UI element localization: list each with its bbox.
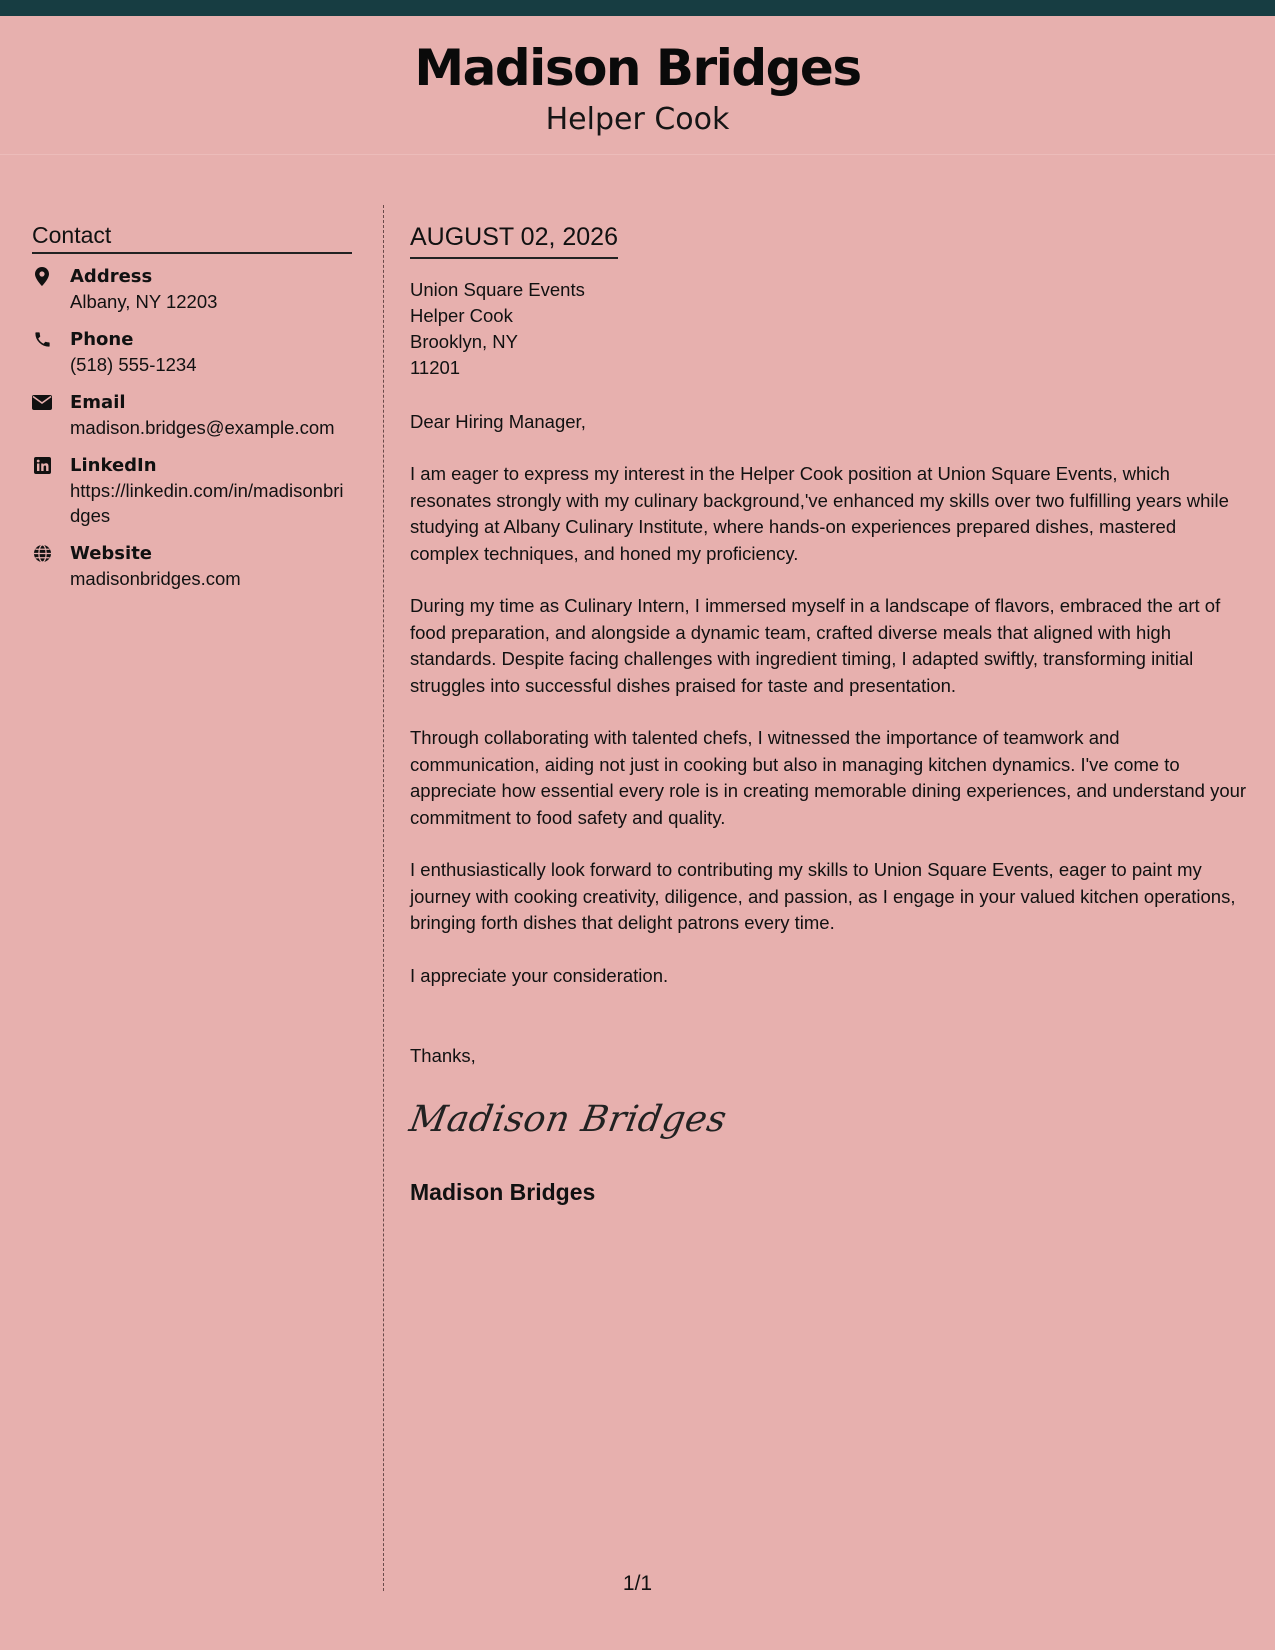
address-label: Address bbox=[70, 266, 153, 287]
top-accent-bar bbox=[0, 0, 1275, 16]
address-value: Albany, NY 12203 bbox=[70, 291, 218, 312]
recipient-position: Helper Cook bbox=[410, 305, 513, 326]
email-value: madison.bridges@example.com bbox=[70, 417, 335, 438]
phone-icon bbox=[32, 329, 52, 349]
letter-header bbox=[0, 16, 1275, 155]
email-label: Email bbox=[70, 392, 126, 413]
contact-linkedin bbox=[32, 453, 352, 528]
applicant-role: Helper Cook bbox=[545, 102, 730, 137]
signer-name: Madison Bridges bbox=[410, 1178, 596, 1205]
phone-value: (518) 555-1234 bbox=[70, 354, 197, 375]
contact-email bbox=[32, 390, 352, 440]
map-pin-icon bbox=[32, 266, 52, 286]
recipient-company: Union Square Events bbox=[410, 279, 585, 300]
paragraph-2: During my time as Culinary Intern, I immersed myself in a landscape of flavors, embraced the art of food preparation, and alongside a dynamic team, crafted diverse meals that aligned with high standards. Despite facing challenges with ingredient timing, I adapted swiftly, transforming initial struggles into successful dishes praised for taste and presentation. bbox=[410, 595, 1221, 696]
website-label: Website bbox=[70, 543, 153, 564]
recipient-block bbox=[410, 277, 1250, 381]
sign-off: Thanks, bbox=[410, 1044, 476, 1066]
recipient-zip: 11201 bbox=[410, 357, 461, 378]
phone-label: Phone bbox=[70, 329, 134, 350]
linkedin-icon bbox=[32, 455, 52, 475]
linkedin-label: LinkedIn bbox=[70, 455, 157, 476]
linkedin-value[interactable]: https://linkedin.com/in/madisonbridges bbox=[70, 480, 344, 526]
website-value[interactable]: madisonbridges.com bbox=[70, 568, 241, 589]
paragraph-3: Through collaborating with talented chefs, I witnessed the importance of teamwork and communication, aiding not just in cooking but also in managing kitchen dynamics. I've come to appreciate how essential every role is in creating memorable dining experiences, and understand your commitment to food safety and quality. bbox=[410, 727, 1247, 828]
globe-icon bbox=[32, 543, 52, 563]
salutation: Dear Hiring Manager, bbox=[410, 411, 586, 432]
applicant-name: Madison Bridges bbox=[414, 39, 861, 97]
envelope-icon bbox=[32, 392, 52, 412]
contact-address bbox=[32, 264, 352, 314]
letter-body bbox=[406, 220, 1250, 1207]
contact-sidebar bbox=[32, 220, 352, 604]
recipient-city: Brooklyn, NY bbox=[410, 331, 518, 352]
paragraph-4: I enthusiastically look forward to contributing my skills to Union Square Events, eager to paint my journey with cooking creativity, diligence, and passion, as I engage in your valued kitchen operations, bringing forth dishes that delight patrons every time. bbox=[410, 859, 1236, 933]
contact-heading: Contact bbox=[32, 220, 352, 254]
letter-date: AUGUST 02, 2026 bbox=[410, 220, 618, 259]
column-divider bbox=[383, 205, 384, 1591]
handwritten-signature: Madison Bridges bbox=[406, 1098, 730, 1140]
page-number: 1/1 bbox=[622, 1572, 653, 1595]
closing-line: I appreciate your consideration. bbox=[410, 964, 669, 986]
contact-phone bbox=[32, 327, 352, 377]
contact-website bbox=[32, 541, 352, 591]
paragraph-1: I am eager to express my interest in the Helper Cook position at Union Square Events, which resonates strongly with my culinary background,'ve enhanced my skills over two fulfilling years while studying at Albany Culinary Institute, where hands-on experiences prepared dishes, mastered complex techniques, and honed my proficiency. bbox=[410, 463, 1229, 564]
